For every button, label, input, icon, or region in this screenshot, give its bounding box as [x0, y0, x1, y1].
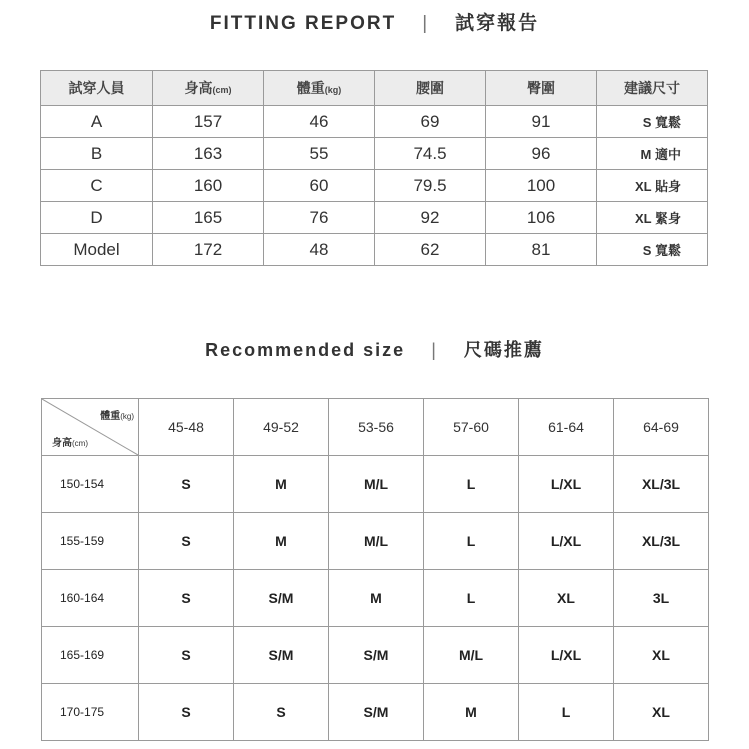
size-cell: L	[519, 684, 614, 741]
fitting-header-row	[41, 71, 708, 106]
fitting-title-en: FITTING REPORT	[209, 13, 397, 34]
size-cell: S	[139, 627, 234, 684]
title-separator: |	[422, 13, 430, 34]
size-cell: M/L	[424, 627, 519, 684]
fitting-report-table	[40, 70, 708, 266]
size-cell: L/XL	[519, 513, 614, 570]
size-row	[42, 684, 709, 741]
size-row	[42, 456, 709, 513]
size-cell: L	[424, 513, 519, 570]
size-cell: S/M	[234, 570, 329, 627]
header-label: 腰圍	[416, 80, 444, 96]
size-cell: XL	[614, 627, 709, 684]
fitting-cell: 69	[375, 106, 486, 138]
fitting-row	[41, 170, 708, 202]
fitting-cell: 76	[264, 202, 375, 234]
size-cell: M	[424, 684, 519, 741]
header-label: 身高	[184, 80, 213, 96]
size-cell: XL/3L	[614, 456, 709, 513]
fitting-row	[41, 202, 708, 234]
size-cell: L/XL	[519, 456, 614, 513]
size-row	[42, 513, 709, 570]
size-cell: S/M	[329, 684, 424, 741]
fitting-header-cell	[264, 71, 375, 106]
weight-range-header: 53-56	[329, 399, 424, 456]
weight-range-header: 49-52	[234, 399, 329, 456]
fitting-cell: 106	[486, 202, 597, 234]
suggested-size-cell: M 適中	[597, 138, 708, 170]
fitting-cell: 81	[486, 234, 597, 266]
header-label: 體重	[296, 80, 325, 96]
size-cell: S/M	[234, 627, 329, 684]
size-cell: XL/3L	[614, 513, 709, 570]
fitting-header-cell	[41, 71, 153, 106]
size-row	[42, 570, 709, 627]
fitting-header-cell	[486, 71, 597, 106]
suggested-size-cell: XL 貼身	[597, 170, 708, 202]
weight-axis-label: 體重(kg)	[100, 411, 134, 422]
fitting-cell: 163	[153, 138, 264, 170]
header-label: 試穿人員	[68, 80, 125, 96]
weight-range-header: 61-64	[519, 399, 614, 456]
suggested-size-cell: S 寬鬆	[597, 234, 708, 266]
recommended-title-en: Recommended size	[205, 340, 406, 360]
recommended-size-title	[0, 336, 749, 362]
size-cell: XL	[614, 684, 709, 741]
fitting-cell: 46	[264, 106, 375, 138]
header-label: 建議尺寸	[624, 80, 680, 96]
size-cell: M/L	[329, 513, 424, 570]
size-cell: XL	[519, 570, 614, 627]
height-range-cell: 155-159	[42, 513, 139, 570]
fitting-cell: 100	[486, 170, 597, 202]
size-cell: S	[139, 684, 234, 741]
fitting-cell: 160	[153, 170, 264, 202]
fitting-cell: 48	[264, 234, 375, 266]
size-cell: S	[234, 684, 329, 741]
suggested-size-cell: S 寬鬆	[597, 106, 708, 138]
size-cell: L	[424, 570, 519, 627]
fitting-cell: D	[41, 202, 153, 234]
suggested-size-cell: XL 緊身	[597, 202, 708, 234]
header-unit: (cm)	[212, 85, 232, 95]
fitting-cell: 157	[153, 106, 264, 138]
title-separator: |	[431, 340, 438, 360]
size-cell: M/L	[329, 456, 424, 513]
weight-range-header: 57-60	[424, 399, 519, 456]
fitting-header-cell	[597, 71, 708, 106]
size-cell: M	[234, 513, 329, 570]
fitting-header-cell	[375, 71, 486, 106]
height-range-cell: 170-175	[42, 684, 139, 741]
fitting-cell: 60	[264, 170, 375, 202]
header-unit: (kg)	[324, 85, 342, 95]
size-cell: L	[424, 456, 519, 513]
size-cell: S	[139, 456, 234, 513]
recommended-size-table	[41, 398, 709, 741]
height-range-cell: 160-164	[42, 570, 139, 627]
fitting-cell: 165	[153, 202, 264, 234]
fitting-cell: A	[41, 106, 153, 138]
size-cell: S	[139, 570, 234, 627]
weight-range-header: 64-69	[614, 399, 709, 456]
size-cell: M	[329, 570, 424, 627]
fitting-cell: 96	[486, 138, 597, 170]
fitting-cell: C	[41, 170, 153, 202]
fitting-cell: B	[41, 138, 153, 170]
fitting-cell: 92	[375, 202, 486, 234]
fitting-header-cell	[153, 71, 264, 106]
fitting-row	[41, 234, 708, 266]
fitting-cell: 74.5	[375, 138, 486, 170]
fitting-report-title	[0, 8, 749, 35]
fitting-cell: Model	[41, 234, 153, 266]
size-cell: 3L	[614, 570, 709, 627]
height-range-cell: 165-169	[42, 627, 139, 684]
header-label: 臀圍	[527, 80, 555, 96]
height-axis-label: 身高(cm)	[52, 438, 88, 449]
height-range-cell: 150-154	[42, 456, 139, 513]
corner-header-cell	[42, 399, 139, 456]
recommended-title-zh: 尺碼推薦	[463, 340, 544, 360]
fitting-title-zh: 試穿報告	[455, 13, 540, 34]
fitting-row	[41, 106, 708, 138]
fitting-cell: 79.5	[375, 170, 486, 202]
weight-range-header: 45-48	[139, 399, 234, 456]
weight-header-row	[42, 399, 709, 456]
fitting-cell: 62	[375, 234, 486, 266]
fitting-cell: 172	[153, 234, 264, 266]
fitting-cell: 91	[486, 106, 597, 138]
size-cell: S/M	[329, 627, 424, 684]
size-cell: M	[234, 456, 329, 513]
fitting-row	[41, 138, 708, 170]
size-cell: S	[139, 513, 234, 570]
fitting-cell: 55	[264, 138, 375, 170]
size-cell: L/XL	[519, 627, 614, 684]
size-row	[42, 627, 709, 684]
